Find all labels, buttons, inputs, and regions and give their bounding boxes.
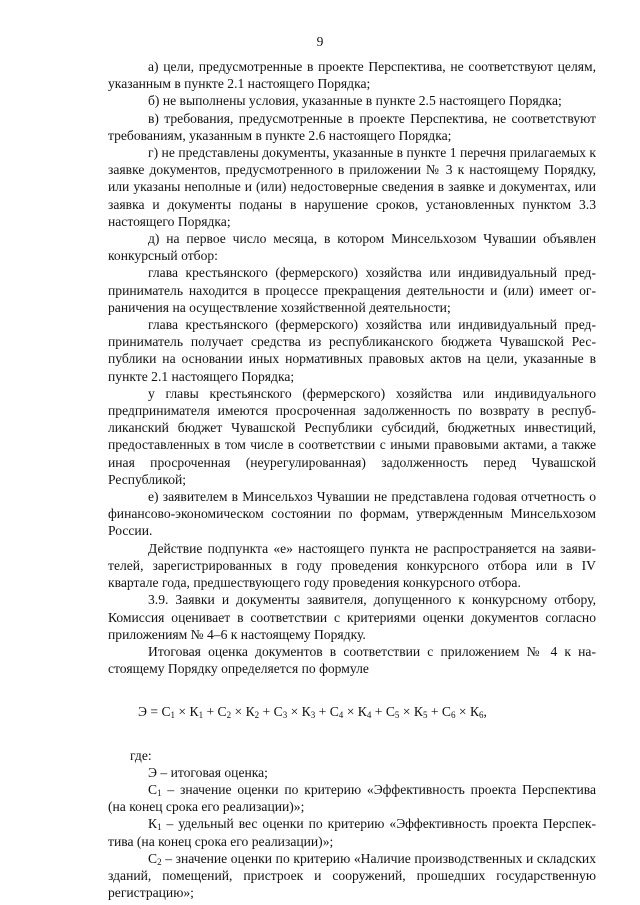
legend-item [108,815,596,849]
formula-index: 2 [254,710,260,721]
legend-text: – значение оценки по критерию «Наличие производственных и складских зданий, помещений, пристроек и сооружений, прошедших государственную регистрацию»; [108,850,596,901]
formula-symbol: К [357,704,367,720]
legend-item [108,781,596,815]
formula-index: 2 [226,710,232,721]
formula-symbol: С [385,704,395,720]
legend-text: – итоговая оценка; [156,764,268,780]
formula-symbol: С [441,704,451,720]
formula-term [274,704,316,719]
formula-terms [161,704,483,719]
formula-term [442,704,484,719]
paragraph: глава крестьянского (фермерского) хозяйства или индивидуальный предприниматель получает средства из республиканского бюджета Чувашской Республики на основании иных нормативных правовых актов на цели, указанные в пункте 2.1 настоящего Порядка; [108,317,596,384]
formula-index: 3 [310,710,316,721]
formula-index: 6 [479,710,484,721]
formula-symbol: К [413,704,423,720]
formula-term [386,704,428,719]
paragraph: в) требования, предусмотренные в проекте Перспектива, не соответствуют требованиям, указанным в пункте 2.6 настоящего Порядка; [108,110,596,143]
formula-symbol: К [469,704,480,720]
legend-index: 1 [157,787,162,798]
legend-index: 1 [157,822,162,833]
paragraph: б) не выполнены условия, указанные в пункте 2.5 настоящего Порядка; [148,93,562,109]
paragraph: 3.9. Заявки и документы заявителя, допущенного к конкурсному отбору, Комиссия оценивает в соответствии с критериями оценки документов согласно приложениям № 4–6 к настоящему Порядку. [108,592,596,642]
formula-index: 5 [394,710,400,721]
score-formula [138,703,596,720]
formula-index: 4 [366,710,372,721]
paragraph: а) цели, предусмотренные в проекте Перспектива, не соответствуют целям, указанным в пункте 2.1 настоящего Порядка; [108,59,596,92]
page-number: 9 [316,34,324,49]
legend-symbol: С [148,850,158,866]
legend-item [108,850,596,902]
legend-symbol: Э [148,764,157,780]
paragraph: д) на первое число месяца, в котором Минсельхозом Чувашии объявлен конкурсный отбор: [108,231,596,264]
formula-legend [108,747,596,902]
paragraph: е) заявителем в Минсельхоз Чувашии не представлена годовая отчетность о финансово-экономическом состоянии по формам, утвержденным Минсельхозом России. [108,489,596,539]
formula-times: × [175,704,190,720]
legend-symbol: С [148,781,158,797]
formula-times: × [455,704,470,720]
formula-symbol: С [273,704,283,720]
formula-plus: + [203,704,218,720]
document-body [108,58,596,901]
legend-items [108,764,596,902]
formula-plus: + [259,704,274,720]
formula-symbol: К [189,704,199,720]
legend-text: – удельный вес оценки по критерию «Эффективность проекта Перспектива (на конец срока его реализации)»; [108,816,596,849]
formula-index: 4 [338,710,344,721]
formula-index: 1 [170,710,176,721]
formula-term [161,704,203,719]
paragraph: г) не представлены документы, указанные в пункте 1 перечня прилагаемых к заявке документов, предусмотренного в приложении № 3 к настоящему Порядку, или указаны неполные и (или) недостоверные сведения в заявке и документах, или заявка и документы поданы в нарушение сроков, установленных пунктом 3.3 настоящего Порядка; [108,145,596,229]
formula-symbol: С [161,704,171,720]
formula-plus: + [315,704,330,720]
formula-lhs: Э = [138,704,162,720]
formula-times: × [343,704,358,720]
paragraph: Итоговая оценка документов в соответствии с приложением № 4 к настоящему Порядку определяется по формуле [108,643,596,677]
formula-symbol: К [301,704,311,720]
formula-symbol: К [245,704,255,720]
formula-times: × [287,704,302,720]
formula-term [330,704,372,719]
formula-symbol: С [217,704,227,720]
formula-plus: + [427,704,442,720]
legend-where: где: [130,747,152,763]
paragraph: глава крестьянского (фермерского) хозяйства или индивидуальный предприниматель находится в процессе прекращения деятельности и (или) имеет ограничения на осуществление хозяйственной деятельности; [108,265,596,315]
paragraph: у главы крестьянского (фермерского) хозяйства или индивидуального предпринимателя имеются просроченная задолженность по возврату в республиканский бюджет Чувашской Республики субсидий, бюджетных инвестиций, предоставленных в том числе в соответствии с иными правовыми актами, а также иная просроченная (неурегулированная) задолженность перед Чувашской Республикой; [108,385,596,487]
formula-end: , [483,704,487,720]
legend-index: 2 [157,856,162,867]
legend-text: – значение оценки по критерию «Эффективность проекта Перспектива (на конец срока его реализации)»; [108,781,596,815]
formula-times: × [399,704,414,720]
formula-plus: + [371,704,386,720]
formula-symbol: С [329,704,339,720]
legend-symbol: К [148,816,158,832]
legend-item [108,764,596,781]
formula-term [218,704,260,719]
formula-times: × [231,704,246,720]
formula-index: 1 [198,710,204,721]
formula-index: 5 [422,710,428,721]
paragraph: Действие подпункта «е» настоящего пункта не распространяется на заявителей, зарегистрированных в году проведения конкурсного отбора или в IV квартале года, предшествующего году проведения конкурсного отбора. [108,540,596,591]
formula-index: 3 [282,710,288,721]
formula-index: 6 [450,710,456,721]
